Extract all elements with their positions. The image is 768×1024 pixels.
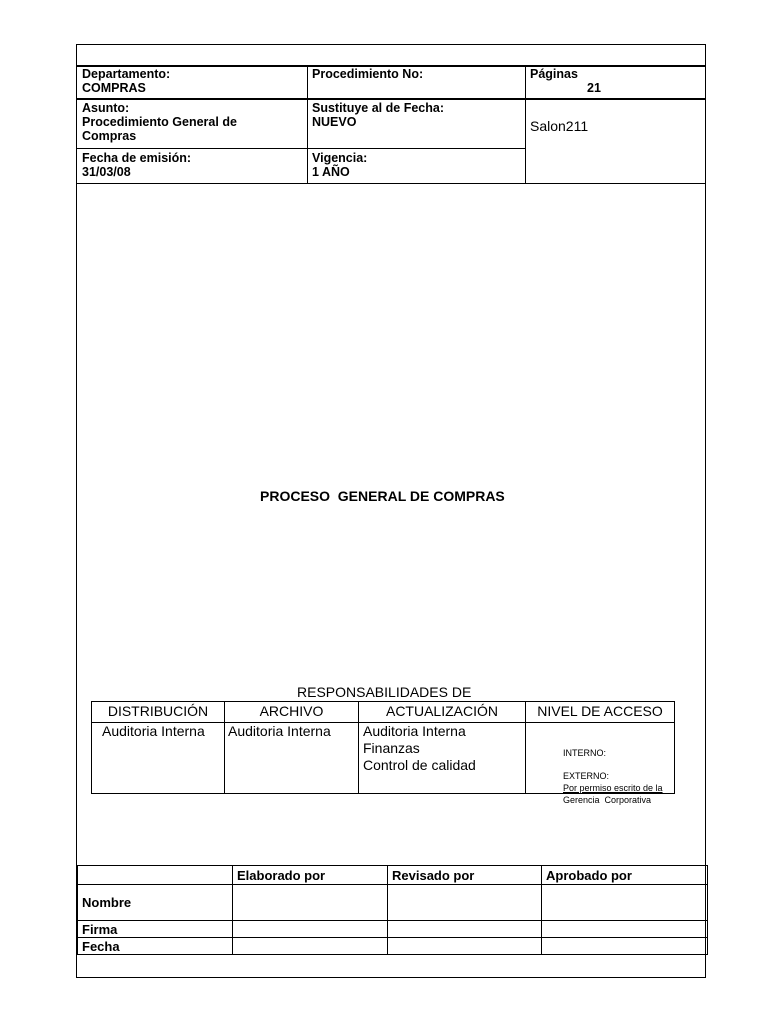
paginas-label: Páginas xyxy=(530,67,578,81)
nivel-permiso: Por permiso escrito de la xyxy=(563,783,663,793)
sustituye-cell xyxy=(312,101,444,129)
header-row-divider xyxy=(76,98,706,100)
nivel-externo: EXTERNO: xyxy=(563,771,610,781)
departamento-value: COMPRAS xyxy=(82,81,146,95)
actualizacion-item: Auditoria Interna xyxy=(363,723,466,739)
header-row-divider xyxy=(76,148,526,149)
nivel-interno: INTERNO: xyxy=(563,748,607,758)
responsabilidades-title: RESPONSABILIDADES DE xyxy=(297,684,472,700)
departamento-label: Departamento: xyxy=(82,67,171,81)
paginas-cell xyxy=(530,67,601,95)
actualizacion-item: Finanzas xyxy=(363,740,420,756)
procedimiento-cell xyxy=(312,67,423,81)
asunto-cell xyxy=(82,101,237,143)
sustituye-value: NUEVO xyxy=(312,115,357,129)
col-nivel-acceso: NIVEL DE ACCESO xyxy=(526,702,675,723)
document-frame xyxy=(76,44,706,978)
row-fecha: Fecha xyxy=(78,938,233,955)
sig-cell xyxy=(233,938,388,955)
sustituye-label: Sustituye al de Fecha: xyxy=(312,101,444,115)
sig-cell xyxy=(542,938,708,955)
paginas-value: 21 xyxy=(587,81,601,95)
sig-cell xyxy=(388,938,542,955)
col-actualizacion: ACTUALIZACIÓN xyxy=(359,702,526,723)
main-title: PROCESO GENERAL DE COMPRAS xyxy=(260,488,505,504)
sig-cell xyxy=(388,921,542,938)
signature-table xyxy=(77,865,708,955)
nivel-gerencia: Gerencia Corporativa xyxy=(563,795,652,805)
actualizacion-cell xyxy=(359,723,526,794)
row-firma: Firma xyxy=(78,921,233,938)
sig-cell xyxy=(542,885,708,921)
asunto-label: Asunto: xyxy=(82,101,130,115)
asunto-value: Procedimiento General de xyxy=(82,115,237,129)
col-revisado: Revisado por xyxy=(388,866,542,885)
fecha-cell xyxy=(82,151,191,179)
header-col-divider xyxy=(525,65,526,183)
col-elaborado: Elaborado por xyxy=(233,866,388,885)
header-col-divider xyxy=(307,65,308,183)
departamento-cell xyxy=(82,67,170,95)
vigencia-cell xyxy=(312,151,367,179)
actualizacion-item: Control de calidad xyxy=(363,757,476,773)
header-bottom-rule xyxy=(76,183,706,184)
procedimiento-label: Procedimiento No: xyxy=(312,67,424,81)
sig-corner-cell xyxy=(78,866,233,885)
col-aprobado: Aprobado por xyxy=(542,866,708,885)
sig-cell xyxy=(233,885,388,921)
sig-cell xyxy=(233,921,388,938)
col-distribucion: DISTRIBUCIÓN xyxy=(92,702,225,723)
asunto-value: Compras xyxy=(82,129,137,143)
vigencia-value: 1 AÑO xyxy=(312,165,350,179)
archivo-value: Auditoria Interna xyxy=(225,723,359,794)
fecha-value: 31/03/08 xyxy=(82,165,131,179)
vigencia-label: Vigencia: xyxy=(312,151,368,165)
salon-text: Salon211 xyxy=(530,118,589,134)
distribucion-value: Auditoria Interna xyxy=(92,723,225,794)
fecha-label: Fecha de emisión: xyxy=(82,151,192,165)
sig-cell xyxy=(542,921,708,938)
sig-cell xyxy=(388,885,542,921)
row-nombre: Nombre xyxy=(78,885,233,921)
col-archivo: ARCHIVO xyxy=(225,702,359,723)
